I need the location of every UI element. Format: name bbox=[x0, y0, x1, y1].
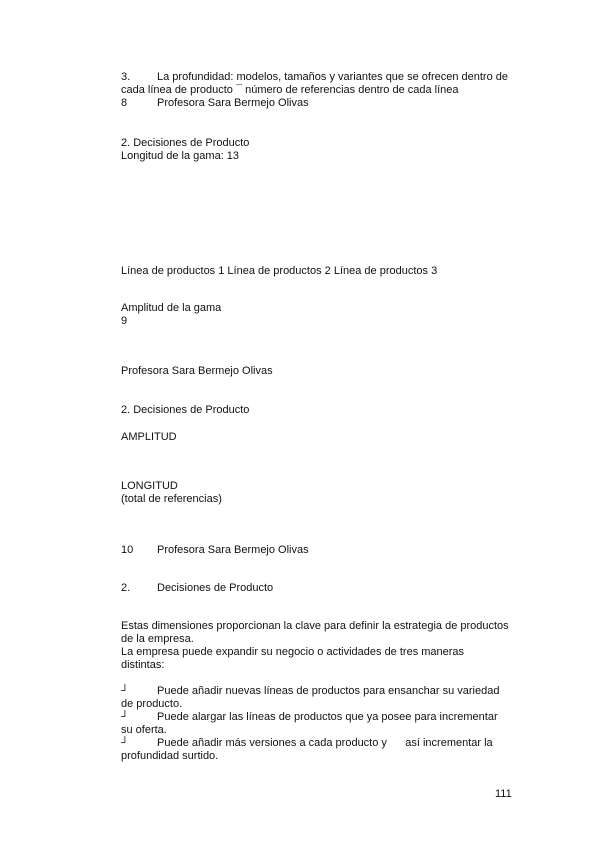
amplitud-number: 9 bbox=[121, 315, 128, 327]
bullet-1-line-1: Puede añadir nuevas líneas de productos para ensanchar su variedad bbox=[157, 685, 500, 697]
bullet-list bbox=[121, 685, 521, 763]
footer-1-page-number: 8 bbox=[121, 97, 128, 109]
bullet-2-line-2: su oferta. bbox=[121, 724, 167, 736]
section-3-number: 2. bbox=[121, 582, 131, 594]
bullet-2-line-1: Puede alargar las líneas de productos que ya posee para incrementar bbox=[157, 711, 498, 723]
amplitud-block bbox=[121, 302, 521, 328]
bullet-3-line-2: profundidad surtido. bbox=[121, 750, 219, 762]
item-3-line-2: cada línea de producto ¯ número de referencias dentro de cada línea bbox=[121, 84, 459, 96]
longitud-gama-text: Longitud de la gama: 13 bbox=[121, 150, 240, 162]
bullet-1-line-2: de producto. bbox=[121, 698, 183, 710]
item-3-line-1: La profundidad: modelos, tamaños y variantes que se ofrecen dentro de bbox=[157, 71, 509, 83]
bullet-icon: ┘ bbox=[121, 737, 129, 749]
item-3-number: 3. bbox=[121, 71, 131, 83]
item-3-paragraph bbox=[121, 71, 521, 110]
footer-3-page-number: 10 bbox=[121, 544, 134, 556]
section-3-title: Decisiones de Producto bbox=[157, 582, 274, 594]
longitud-block bbox=[121, 480, 521, 506]
para-1-line-2: de la empresa. bbox=[121, 633, 194, 645]
amplitud-label: AMPLITUD bbox=[121, 431, 177, 443]
longitud-sublabel: (total de referencias) bbox=[121, 493, 222, 505]
section-1-title: 2. Decisiones de Producto bbox=[121, 137, 250, 149]
section-3-heading bbox=[121, 582, 521, 595]
bullet-icon: ┘ bbox=[121, 685, 129, 697]
section-1 bbox=[121, 137, 521, 163]
bullet-item-2 bbox=[121, 711, 521, 724]
footer-1-author: Profesora Sara Bermejo Olivas bbox=[157, 97, 309, 109]
footer-3-author: Profesora Sara Bermejo Olivas bbox=[157, 544, 309, 556]
bullet-item-1 bbox=[121, 685, 521, 698]
longitud-label: LONGITUD bbox=[121, 480, 178, 492]
bullet-3-line-1: Puede añadir más versiones a cada producto y así incrementar la bbox=[157, 737, 493, 749]
amplitud-gama-text: Amplitud de la gama bbox=[121, 302, 222, 314]
para-2-line-1: La empresa puede expandir su negocio o actividades de tres maneras bbox=[121, 646, 465, 658]
para-2-line-2: distintas: bbox=[121, 659, 165, 671]
bullet-item-3 bbox=[121, 737, 521, 750]
footer-2-author: Profesora Sara Bermejo Olivas bbox=[121, 365, 273, 377]
lineas-productos-text: Línea de productos 1 Línea de productos 2 Línea de productos 3 bbox=[121, 265, 438, 277]
section-2-title: 2. Decisiones de Producto bbox=[121, 404, 250, 416]
bullet-icon: ┘ bbox=[121, 711, 129, 723]
paragraph-dimensions bbox=[121, 620, 521, 672]
footer-3 bbox=[121, 544, 521, 557]
para-1-line-1: Estas dimensiones proporcionan la clave para definir la estrategia de productos bbox=[121, 620, 509, 632]
page-number: 111 bbox=[495, 788, 512, 800]
